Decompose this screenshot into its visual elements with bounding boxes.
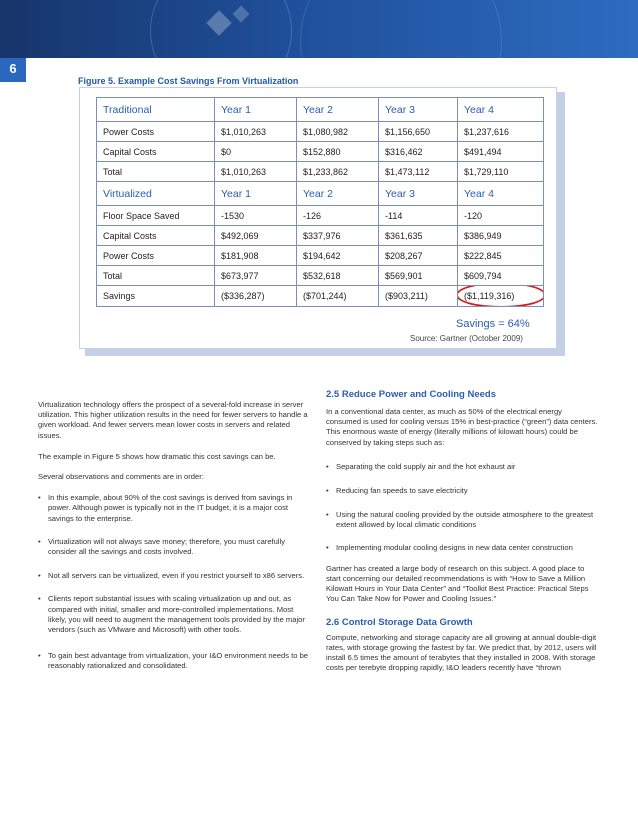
header-cell: Year 2 xyxy=(297,98,379,122)
paragraph: Gartner has created a large body of research on this subject. A good place to start concerning our detailed recommendations is with “How to Save a Million Kilowatt Hours in Your Data Center” and “Toolkit Best Practice: Practical Steps You Can Take Now for Power and Cooling Issues.” xyxy=(326,563,589,604)
header-cell: Year 3 xyxy=(379,182,458,206)
table-cell: $1,010,263 xyxy=(215,162,297,182)
table-cell: $1,233,862 xyxy=(297,162,379,182)
cost-savings-table xyxy=(96,97,544,307)
table-cell: $569,901 xyxy=(379,266,458,286)
table-cell: Power Costs xyxy=(97,246,215,266)
paragraph: Compute, networking and storage capacity are all growing at annual double-digit rates, with storage growing the fastest by far. We predict that, by 2012, users will install 6.5 times the amount of terabytes that they installed in 2008. With storage costs per terebyte dropping rapidly, I&O leaders recently have “thrown xyxy=(326,632,597,673)
page-number: 6 xyxy=(0,58,26,82)
bullet-item: • In this example, about 90% of the cost savings is derived from savings in power. Although power is typically not in the IT budget, it is a major cost savings to the enterprise. xyxy=(38,493,310,524)
section-heading: 2.6 Control Storage Data Growth xyxy=(326,616,473,628)
table-cell: $1,473,112 xyxy=(379,162,458,182)
table-row xyxy=(97,122,544,142)
bullet-item: • To gain best advantage from virtualization, your I&O environment needs to be reasonably rationalized and consolidated. xyxy=(38,651,310,671)
table-cell: -126 xyxy=(297,206,379,226)
table-cell: Total xyxy=(97,162,215,182)
table-cell: $0 xyxy=(215,142,297,162)
table-cell: -1530 xyxy=(215,206,297,226)
table-cell: $194,642 xyxy=(297,246,379,266)
table-cell: $1,156,650 xyxy=(379,122,458,142)
table-cell: $386,949 xyxy=(458,226,544,246)
table-header-row xyxy=(97,98,544,122)
table-cell: ($336,287) xyxy=(215,286,297,307)
table-header-row xyxy=(97,182,544,206)
table-cell: $361,635 xyxy=(379,226,458,246)
paragraph: In a conventional data center, as much as 50% of the electrical energy consumed is used for cooling versus 15% in best-practice (“green”) data centers. This enormous waste of energy (literally millions of kilowatt hours) could be conserved by taking steps such as: xyxy=(326,407,598,447)
bullet-item: • Virtualization will not always save money; therefore, you must carefully consider all the savings and costs involved. xyxy=(38,537,310,557)
table-cell: $316,462 xyxy=(379,142,458,162)
table-cell: -114 xyxy=(379,206,458,226)
table-cell: Total xyxy=(97,266,215,286)
header-cell: Virtualized xyxy=(97,182,215,206)
left-column xyxy=(38,400,310,672)
table-cell: $337,976 xyxy=(297,226,379,246)
table-cell: $492,069 xyxy=(215,226,297,246)
header-banner xyxy=(0,0,638,58)
table-cell: $491,494 xyxy=(458,142,544,162)
header-cell: Traditional xyxy=(97,98,215,122)
header-cell: Year 1 xyxy=(215,182,297,206)
section-heading: 2.5 Reduce Power and Cooling Needs xyxy=(326,389,496,400)
table-cell: $152,880 xyxy=(297,142,379,162)
table-cell: $609,794 xyxy=(458,266,544,286)
savings-percentage: Savings = 64% xyxy=(456,318,530,330)
table-cell: $222,845 xyxy=(458,246,544,266)
table-cell: Capital Costs xyxy=(97,142,215,162)
table-row xyxy=(97,266,544,286)
table-cell: $1,010,263 xyxy=(215,122,297,142)
table-row xyxy=(97,246,544,266)
table-cell: $532,618 xyxy=(297,266,379,286)
highlighted-savings-cell xyxy=(458,286,544,307)
table-row xyxy=(97,206,544,226)
table-cell: Savings xyxy=(97,286,215,307)
right-column xyxy=(326,389,598,673)
table-cell: Power Costs xyxy=(97,122,215,142)
bullet-item: • Using the natural cooling provided by the outside atmosphere to the greatest extent allowed by local climatic conditions xyxy=(326,510,598,530)
header-cell: Year 3 xyxy=(379,98,458,122)
header-cell: Year 1 xyxy=(215,98,297,122)
table-row xyxy=(97,142,544,162)
bullet-item: • Separating the cold supply air and the hot exhaust air xyxy=(326,462,598,472)
table-cell: ($701,244) xyxy=(297,286,379,307)
table-cell: $1,080,982 xyxy=(297,122,379,142)
bullet-item: • Clients report substantial issues with scaling virtualization up and out, as compared with initial, smaller and more-controlled implementations. Most likely, you will need to augment the management tools provided by the major vendors (such as VMware and Microsoft) with other tools. xyxy=(38,594,310,635)
paragraph: The example in Figure 5 shows how dramatic this cost savings can be. xyxy=(38,451,276,461)
header-cell: Year 2 xyxy=(297,182,379,206)
table-cell: Floor Space Saved xyxy=(97,206,215,226)
table-cell: Capital Costs xyxy=(97,226,215,246)
table-cell-text: ($1,119,316) xyxy=(464,291,515,301)
table-row xyxy=(97,162,544,182)
table-cell: $1,237,616 xyxy=(458,122,544,142)
table-cell: $181,908 xyxy=(215,246,297,266)
highlight-circle xyxy=(458,286,544,307)
bullet-item: • Implementing modular cooling designs in new data center construction xyxy=(326,543,598,553)
table-cell: ($903,211) xyxy=(379,286,458,307)
table-row xyxy=(97,286,544,307)
decorative-ring xyxy=(300,0,502,58)
table-cell: $1,729,110 xyxy=(458,162,544,182)
table-row xyxy=(97,226,544,246)
header-cell: Year 4 xyxy=(458,98,544,122)
figure-source: Source: Gartner (October 2009) xyxy=(410,334,523,343)
header-cell: Year 4 xyxy=(458,182,544,206)
figure-title: Figure 5. Example Cost Savings From Virtualization xyxy=(78,76,299,86)
bullet-item: • Reducing fan speeds to save electricity xyxy=(326,486,598,496)
paragraph: Several observations and comments are in order: xyxy=(38,472,204,482)
table-cell: $673,977 xyxy=(215,266,297,286)
bullet-item: • Not all servers can be virtualized, even if you restrict yourself to x86 servers. xyxy=(38,571,310,581)
table-cell: $208,267 xyxy=(379,246,458,266)
table-cell: -120 xyxy=(458,206,544,226)
paragraph: Virtualization technology offers the prospect of a several-fold increase in server utilization. This higher utilization results in the need for fewer servers to handle a given workload. And fewer servers mean lower costs in servers and related issues. xyxy=(38,400,308,440)
